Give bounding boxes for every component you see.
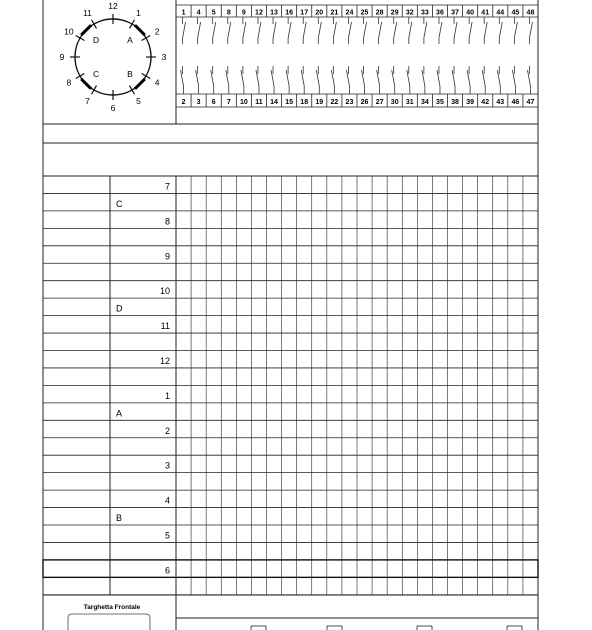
contact-symbol-bottom	[527, 66, 530, 94]
contact-symbol-bottom	[422, 66, 425, 94]
rotary-dial	[60, 1, 167, 113]
grid-position-label: 11	[160, 321, 170, 332]
contact-bottom-label: 30	[390, 99, 399, 106]
contact-symbol-top	[499, 17, 502, 44]
dial-position-11: 11	[83, 7, 92, 18]
contact-bottom-label: 10	[239, 99, 248, 106]
contact-bottom-label: 34	[420, 99, 429, 106]
contact-bottom-label: 7	[226, 99, 231, 106]
grid-letter-label: A	[116, 408, 123, 419]
contact-symbol-bottom	[362, 66, 365, 94]
contact-top-label: 37	[451, 9, 459, 17]
contact-bottom-label: 26	[360, 99, 369, 106]
dial-position-7: 7	[85, 96, 90, 107]
contact-symbol-bottom	[467, 66, 470, 94]
grid-position-label: 7	[164, 181, 170, 192]
contact-top-label: 5	[211, 9, 216, 17]
contact-symbol-top	[183, 17, 186, 44]
contact-top-label: 21	[330, 9, 339, 17]
grid-position-label: 12	[159, 356, 170, 366]
contact-bottom-label: 42	[481, 99, 490, 106]
contact-symbol-bottom	[482, 66, 485, 94]
contact-symbol-bottom	[392, 66, 395, 94]
dial-tick	[130, 20, 135, 29]
wiring-grid	[43, 176, 538, 595]
dial-position-6: 6	[110, 103, 116, 113]
contact-symbol-bottom	[226, 66, 229, 94]
contact-symbol-top	[318, 17, 321, 44]
contact-symbol-bottom	[331, 66, 334, 94]
contact-bottom-label: 47	[526, 99, 535, 106]
contact-top-label: 33	[420, 9, 429, 17]
grid-position-label: 3	[164, 460, 170, 471]
dial-position-4: 4	[154, 77, 160, 88]
contact-symbol-top	[273, 17, 276, 44]
contact-header	[176, 5, 538, 107]
contact-symbol-bottom	[301, 66, 304, 94]
front-plate-title: Targhetta Frontale	[83, 604, 141, 611]
contact-symbol-bottom	[271, 66, 274, 94]
contact-symbol-top	[333, 17, 336, 44]
contact-symbol-top	[243, 17, 246, 44]
contact-symbol-bottom	[181, 66, 184, 94]
contact-symbol-top	[364, 17, 367, 44]
contact-top-label: 28	[375, 9, 384, 17]
dial-tick	[130, 86, 135, 95]
contact-bottom-label: 14	[270, 99, 278, 106]
contact-bottom-label: 2	[181, 99, 186, 106]
contact-top-label: 24	[345, 9, 354, 17]
contact-symbol-top	[514, 17, 517, 44]
contact-symbol-top	[213, 17, 216, 44]
contact-bottom-label: 46	[511, 99, 520, 106]
contact-top-label: 48	[526, 9, 535, 17]
contact-symbol-top	[454, 17, 457, 44]
contact-bottom-label: 31	[405, 99, 414, 106]
contact-bottom-label: 11	[255, 99, 263, 106]
contact-symbol-bottom	[452, 66, 455, 94]
dial-tick	[76, 74, 85, 79]
dial-tick	[92, 86, 97, 95]
dial-position-5: 5	[136, 96, 141, 107]
dial-position-10: 10	[64, 26, 74, 37]
grid-letter-label: D	[116, 303, 123, 314]
dial-marker	[81, 25, 91, 35]
dial-position-8: 8	[66, 77, 72, 88]
contact-symbol-bottom	[346, 66, 349, 94]
dial-letter-A: A	[127, 35, 133, 46]
contact-bottom-label: 43	[496, 99, 505, 106]
dial-tick	[92, 20, 97, 29]
contact-symbol-top	[394, 17, 397, 44]
contact-symbol-bottom	[196, 66, 199, 94]
dial-position-3: 3	[161, 52, 167, 62]
contact-top-label: 8	[226, 9, 231, 17]
contact-symbol-top	[258, 17, 261, 44]
contact-symbol-top	[424, 17, 427, 44]
grid-position-label: 1	[164, 390, 170, 401]
front-plate-section	[68, 604, 150, 630]
contact-top-label: 29	[390, 9, 399, 17]
grid-position-label: 2	[164, 425, 170, 436]
contact-symbol-bottom	[256, 66, 259, 94]
contact-symbol-bottom	[211, 66, 214, 94]
contact-top-label: 1	[181, 9, 186, 17]
front-plate-outline	[68, 614, 150, 630]
contact-symbol-top	[198, 17, 201, 44]
contact-symbol-bottom	[316, 66, 319, 94]
dial-tick	[142, 36, 151, 41]
contact-top-label: 12	[255, 9, 263, 17]
dial-position-9: 9	[59, 52, 65, 62]
contact-symbol-bottom	[497, 66, 500, 94]
dial-letter-B: B	[127, 68, 133, 79]
grid-position-label: 5	[164, 530, 170, 541]
contact-symbol-top	[409, 17, 412, 44]
dial-letter-D: D	[92, 35, 100, 46]
contact-symbol-top	[348, 17, 351, 44]
contact-symbol-top	[379, 17, 382, 44]
grid-position-label: 6	[164, 565, 170, 576]
front-plate-marks	[251, 626, 522, 630]
contact-symbol-bottom	[407, 66, 410, 94]
contact-top-label: 45	[511, 9, 520, 17]
dial-tick	[76, 36, 85, 41]
contact-top-label: 36	[436, 9, 444, 17]
dial-marker	[135, 79, 145, 89]
contact-top-label: 13	[270, 9, 278, 17]
contact-top-label: 44	[496, 9, 505, 17]
contact-bottom-label: 35	[436, 99, 444, 106]
grid-position-label: 10	[159, 286, 170, 297]
contact-symbol-bottom	[241, 66, 244, 94]
contact-symbol-top	[529, 17, 532, 44]
grid-letter-label: B	[116, 513, 123, 524]
contact-symbol-bottom	[437, 66, 440, 94]
dial-tick	[142, 74, 151, 79]
contact-symbol-bottom	[377, 66, 380, 94]
contact-bottom-label: 6	[211, 99, 216, 106]
contact-bottom-label: 38	[451, 99, 459, 106]
contact-top-label: 9	[241, 9, 246, 17]
grid-position-label: 9	[164, 251, 170, 262]
contact-symbol-top	[228, 17, 231, 44]
contact-bottom-label: 15	[285, 99, 294, 106]
grid-highlight-row	[43, 560, 538, 577]
dial-marker	[81, 79, 91, 89]
contact-top-label: 17	[300, 9, 309, 17]
contact-bottom-label: 19	[315, 99, 324, 106]
contact-top-label: 16	[285, 9, 294, 17]
grid-position-label: 4	[164, 495, 170, 506]
dial-letter-C: C	[92, 68, 100, 79]
contact-bottom-label: 3	[196, 99, 201, 106]
contact-bottom-label: 39	[466, 99, 475, 106]
contact-symbol-bottom	[512, 66, 515, 94]
contact-bottom-label: 18	[300, 99, 309, 106]
dial-position-1: 1	[136, 7, 141, 18]
contact-symbol-top	[303, 17, 306, 44]
contact-symbol-top	[288, 17, 291, 44]
contact-top-label: 40	[466, 9, 475, 17]
contact-top-label: 20	[315, 9, 324, 17]
contact-top-label: 32	[405, 9, 414, 17]
grid-position-label: 8	[164, 216, 170, 227]
grid-letter-label: C	[116, 198, 123, 209]
contact-top-label: 25	[360, 9, 369, 17]
contact-bottom-label: 23	[345, 99, 354, 106]
contact-bottom-label: 27	[375, 99, 384, 106]
dial-position-2: 2	[154, 26, 160, 37]
contact-symbol-top	[439, 17, 442, 44]
contact-symbol-bottom	[286, 66, 289, 94]
contact-symbol-top	[469, 17, 472, 44]
contact-top-label: 4	[196, 9, 201, 17]
dial-marker	[135, 25, 145, 35]
dial-position-12: 12	[108, 1, 118, 11]
contact-symbol-top	[484, 17, 487, 44]
contact-top-label: 41	[481, 9, 490, 17]
contact-bottom-label: 22	[330, 99, 339, 106]
